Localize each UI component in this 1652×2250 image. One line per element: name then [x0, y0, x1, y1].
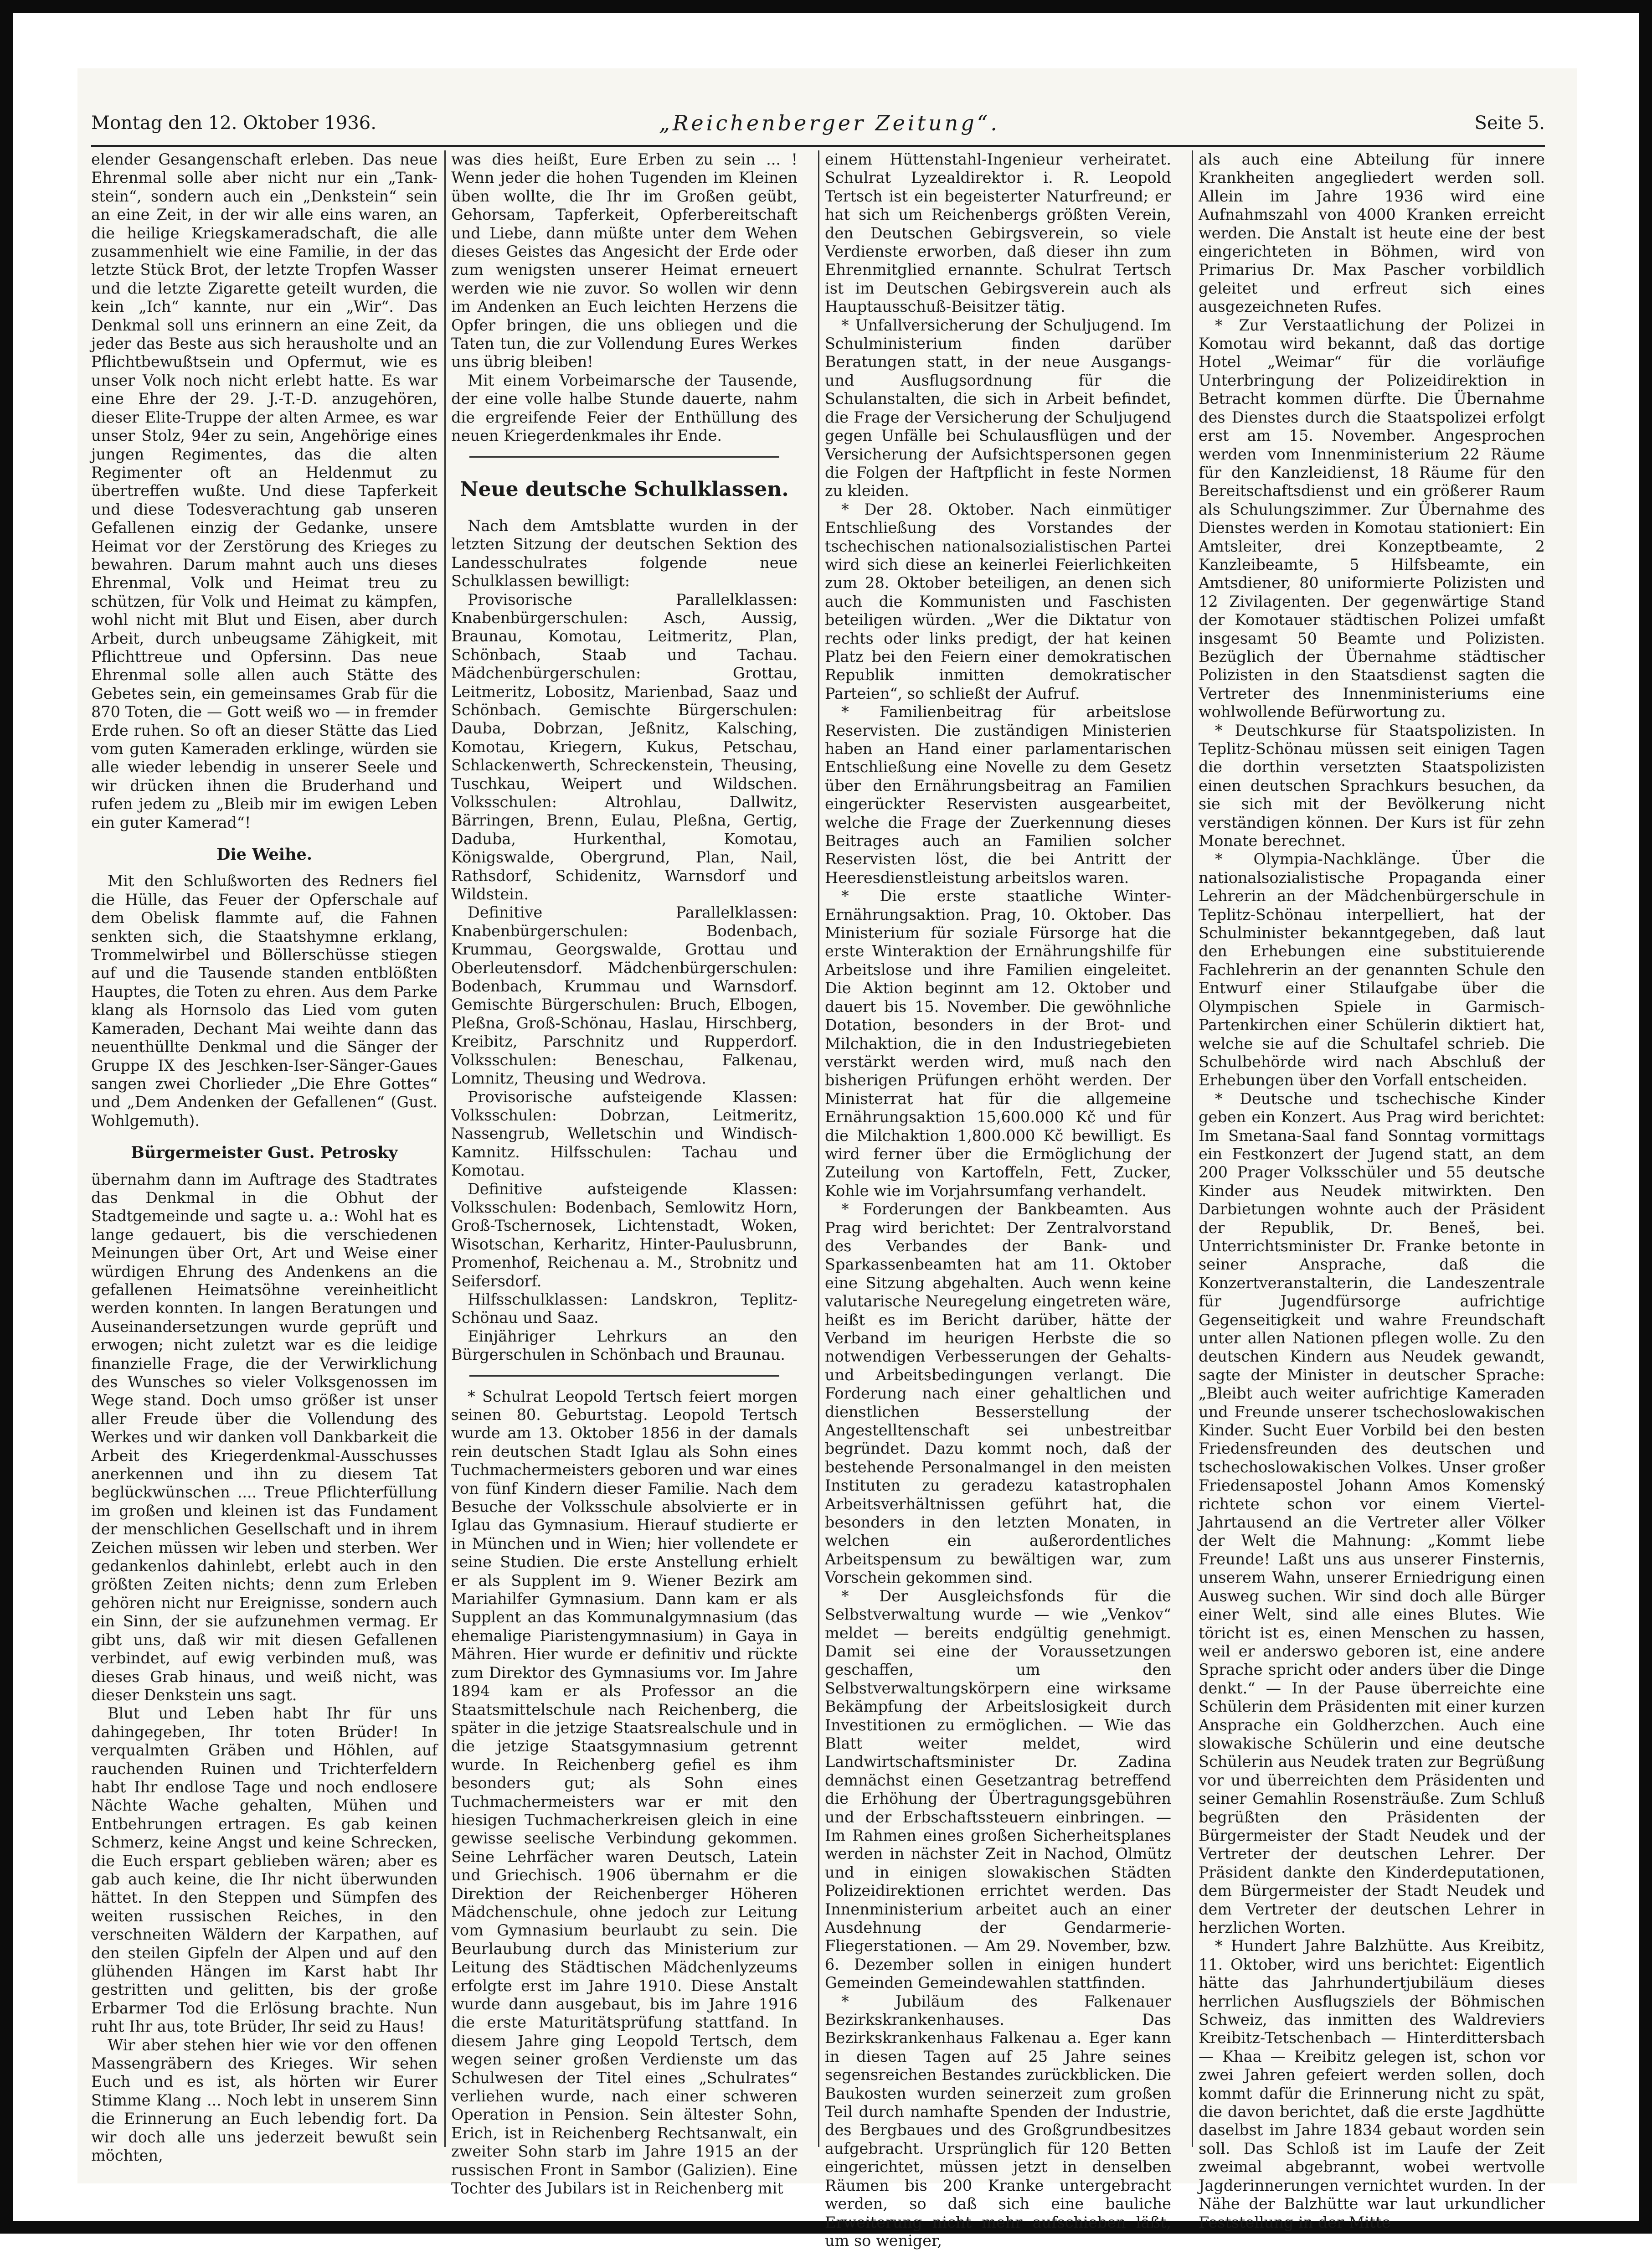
article-paragraph: Hilfsschulklassen: Landskron, Teplitz-Schönau und Saaz. [451, 1290, 798, 1327]
issue-date: Montag den 12. Oktober 1936. [91, 113, 376, 134]
column-4 [1199, 150, 1545, 2231]
news-item: * Unfallversicherung der Schuljugend. Im Schulministerium finden darüber Beratungen statt, in der neue Ausgangs- und Ausflugsordnung für die Schulanstalten, die sich in Arbeit befindet, die Frage der Versicherung der Schuljugend gegen Unfälle bei Schulausflügen und der Versicherung der Aufsichtspersonen gegen die Folgen der Haftpflicht in feste Normen zu kleiden. [825, 316, 1171, 500]
article-paragraph: was dies heißt, Eure Erben zu sein ... ! Wenn jeder die hohen Tugenden im Kleinen üben wollte, die Ihr im Großen geübt, Gehorsam, Tapferkeit, Opferbereitschaft und Liebe, dann müßte unter dem Wehen dieses Geistes das Angesicht der Erde oder zum wenigsten unserer Heimat erneuert werden wie nie zuvor. So wollen wir denn im Andenken an Euch leichten Herzens die Opfer bringen, die uns obliegen und die Taten tun, die zur Vollendung Eures Werkes uns übrig bleiben! [451, 150, 798, 371]
news-item: * Hundert Jahre Balzhütte. Aus Kreibitz, 11. Oktober, wird uns berichtet: Eigentlich hätte das Jahrhundertjubiläum dieses herrlichen Ausflugsziels der Böhmischen Schweiz, das inmitten des Waldreviers Kreibitz-Tetschenbach — Hinterdittersbach — Khaa — Kreibitz gelegen ist, schon vor zwei Jahren gefeiert werden sollen, doch kommt dafür die Erinnerung nicht zu spät, die davon berichtet, daß die erste Jagdhütte daselbst im Jahre 1834 gebaut worden sein soll. Das Schloß ist im Laufe der Zeit zweimal abgebrannt, wobei wertvolle Jagderinnerungen vernichtet wurden. In der Nähe der Balzhütte war laut urkundlicher Feststellung in der Mitte [1199, 1937, 1545, 2231]
article-paragraph: Definitive aufsteigende Klassen: Volksschulen: Bodenbach, Semlowitz Horn, Groß-Tschernosek, Lichtenstadt, Woken, Wisotschan, Kerharitz, Hinter-Paulusbrunn, Promenhof, Reichenau a. M., Strobnitz und Seifersdorf. [451, 1180, 798, 1290]
article-paragraph: Wir aber stehen hier wie vor den offenen Massengräbern des Krieges. Wir sehen Euch und es ist, als hörten wir Eurer Stimme Klang ... Noch lebt in unserem Sinn die Erinnerung an Euch lebendig fort. Da wir doch alle uns jederzeit bewußt sein möchten, [91, 2036, 437, 2165]
article-headline: Neue deutsche Schulklassen. [460, 477, 789, 501]
article-paragraph: Definitive Parallelklassen: Knabenbürgerschulen: Bodenbach, Krummau, Georgswalde, Grottau und Oberleutensdorf. Mädchenbürgerschulen: Bodenbach, Krummau und Warnsdorf. Gemischte Bürgerschulen: Bruch, Elbogen, Pleßna, Groß-Schönau, Haslau, Hirschberg, Kreibitz, Parschnitz und Rupperdorf. Volksschulen: Beneschau, Falkenau, Lomnitz, Theusing und Wedrova. [451, 903, 798, 1088]
masthead-rule [91, 145, 1545, 147]
newspaper-title: „Reichenberger Zeitung“. [659, 111, 1000, 135]
article-paragraph: Einjähriger Lehrkurs an den Bürgerschulen in Schönbach und Braunau. [451, 1327, 798, 1364]
section-heading: Die Weihe. [216, 845, 313, 864]
news-item: * Deutschkurse für Staatspolizisten. In Teplitz-Schönau müssen seit einigen Tagen die dorthin versetzten Staatspolizisten einen deutschen Sprachkurs besuchen, da sie sich mit der Bevölkerung nicht verständigen können. Der Kurs ist für zehn Monate berechnet. [1199, 721, 1545, 850]
news-item: * Der 28. Oktober. Nach einmütiger Entschließung des Vorstandes der tschechischen nationalsozialistischen Partei wird sich diese an keinerlei Feierlichkeiten zum 28. Oktober beteiligen, an denen sich auch die Kommunisten und Faschisten beteiligen würden. „Wer die Diktatur von rechts oder links predigt, der hat keinen Platz bei den Feiern einer demokratischen Republik inmitten demokratischer Parteien“, so schließt der Aufruf. [825, 500, 1171, 702]
news-item: * Der Ausgleichsfonds für die Selbstverwaltung wurde — wie „Venkov“ meldet — bereits endgültig genehmigt. Damit sei eine der Voraussetzungen geschaffen, um den Selbstverwaltungskörpern eine wirksame Bekämpfung der Arbeitslosigkeit durch Investitionen zu ermöglichen. — Wie das Blatt weiter meldet, wird Landwirtschaftsminister Dr. Zadina demnächst einen Gesetzantrag betreffend die Erhöhung der Übertragungsgebühren und der Erbschaftssteuern einbringen. — Im Rahmen eines großen Sicherheitsplanes werden in nächster Zeit in Nachod, Olmütz und in einigen slowakischen Städten Polizeidirektionen errichtet werden. Das Innenministerium arbeitet auch an einer Ausdehnung der Gendarmerie-Fliegerstationen. — Am 29. November, bzw. 6. Dezember sollen in einigen hundert Gemeinden Gemeindewahlen stattfinden. [825, 1587, 1171, 1992]
article-paragraph: Nach dem Amtsblatte wurden in der letzten Sitzung der deutschen Sektion des Landesschulrates folgende neue Schulklassen bewilligt: [451, 516, 798, 590]
column-3 [825, 150, 1171, 2250]
article-paragraph: Provisorische Parallelklassen: Knabenbürgerschulen: Asch, Aussig, Braunau, Komotau, Leitmeritz, Plan, Schönbach, Staab und Tachau. Mädchenbürgerschulen: Grottau, Leitmeritz, Lobositz, Marienbad, Saaz und Schönbach. Gemischte Bürgerschulen: Dauba, Dobrzan, Jeßnitz, Kalsching, Komotau, Kriegern, Kukus, Petschau, Schlackenwerth, Schreckenstein, Theusing, Tuschkau, Weipert und Wildschen. Volksschulen: Altrohlau, Dallwitz, Bärringen, Brenn, Eulau, Pleßna, Gertig, Daduba, Hurkenthal, Komotau, Königswalde, Obergrund, Plan, Nail, Rathsdorf, Schidenitz, Warnsdorf und Wildstein. [451, 590, 798, 903]
news-item: * Forderungen der Bankbeamten. Aus Prag wird berichtet: Der Zentralvorstand des Verbandes der Bank- und Sparkassenbeamten hat am 11. Oktober eine Sitzung abgehalten. Auch wenn keine valutarische Neuregelung eingetreten wäre, heißt es im Bericht darüber, hätte der Verband im heurigen Herbste die so notwendigen Verbesserungen der Gehalts- und Arbeitsbedingungen verlangt. Die Forderung nach einer gehaltlichen und dienstlichen Besserstellung der Angestelltenschaft sei unbestreitbar begründet. Dazu kommt noch, daß der bestehende Personalmangel in den meisten Instituten zu geradezu katastrophalen Arbeitsverhältnissen geführt hat, die besonders in den letzten Monaten, in welchen ein außerordentliches Arbeitspensum zu bewältigen war, zum Vorschein gekommen sind. [825, 1200, 1171, 1587]
column-divider [1192, 150, 1193, 2147]
section-heading: Bürgermeister Gust. Petrosky [131, 1143, 398, 1162]
article-paragraph: als auch eine Abteilung für innere Krankheiten angegliedert werden soll. Allein im Jahre 1936 wird eine Aufnahmszahl von 4000 Kranken erreicht werden. Die Anstalt ist heute eine der best eingerichteten in Böhmen, wird von Primarius Dr. Max Pascher vorbildlich geleitet und erfreut sich eines ausgezeichneten Rufes. [1199, 150, 1545, 316]
column-divider [818, 150, 819, 2147]
article-separator [469, 456, 779, 458]
article-paragraph: übernahm dann im Auftrage des Stadtrates das Denkmal in die Obhut der Stadtgemeinde und sagte u. a.: Wohl hat es lange gedauert, bis die verschiedenen Meinungen über Ort, Art und Weise einer würdigen Ehrung des Andenkens an die gefallenen Heimatsöhne vereinheitlicht werden konnten. In langen Beratungen und Auseinandersetzungen wurde geprüft und erwogen; nicht zuletzt war es die leidige finanzielle Frage, die der Verwirklichung des Wunsches so vieler Volksgenossen im Wege stand. Doch umso größer ist unser aller Freude über die Vollendung des Werkes und wir danken voll Dankbarkeit die Arbeit des Kriegerdenkmal-Ausschusses anerkennen und ihn zu diesem Tat beglückwünschen .... Treue Pflichterfüllung im großen und kleinen ist das Fundament der menschlichen Gesellschaft und in ihrem Zeichen müssen wir leben und sterben. Wer gedankenlos dahinlebt, erlebt auch in den größten Zeiten nichts; denn zum Erleben gehören nicht nur Ereignisse, sondern auch ein Sinn, der sie aufzunehmen vermag. Er gibt uns, daß wir mit diesen Gefallenen verbindet, auf ewig verbinden muß, was dieses Grab hinaus, und weiß nicht, was dieser Denkstein uns sagt. [91, 1170, 437, 1704]
news-item: * Familienbeitrag für arbeitslose Reservisten. Die zuständigen Ministerien haben an Hand einer parlamentarischen Entschließung eine Novelle zu dem Gesetz über den Ernährungsbeitrag an Familien eingerückter Reservisten ausgearbeitet, welche die Frage der Zuerkennung dieses Beitrages auch an Familien solcher Reservisten löst, die bei Antritt der Heeresdienstleistung arbeitslos waren. [825, 703, 1171, 887]
article-paragraph: Mit den Schlußworten des Redners fiel die Hülle, das Feuer der Opferschale auf dem Obelisk flammte auf, die Fahnen senkten sich, die Staatshymne erklang, Trommelwirbel und Böllerschüsse stiegen auf und die Tausende standen entblößten Hauptes, die Toten zu ehren. Aus dem Parke klang als Hornsolo das Lied vom guten Kameraden, Dechant Mai weihte dann das neuenthüllte Denkmal und die Sänger der Gruppe IX des Jeschken-Iser-Sänger-Gaues sangen zwei Chorlieder „Die Ehre Gottes“ und „Dem Andenken der Gefallenen“ (Gust. Wohlgemuth). [91, 872, 437, 1130]
page-number: Seite 5. [1474, 113, 1545, 134]
article-paragraph: elender Gesangenschaft erleben. Das neue Ehrenmal solle aber nicht nur ein „Tank-stein“, sondern auch ein „Denkstein“ sein an eine Zeit, in der wir alle eins waren, an die heilige Kriegskameradschaft, die alle zusammenhielt wie eine Familie, in der das letzte Stück Brot, der letzte Tropfen Wasser und die letzte Zigarette geteilt wurden, die kein „Ich“ kannte, nur ein „Wir“. Das Denkmal soll uns erinnern an eine Zeit, da jeder das Beste aus sich herausholte und an Pflichtbewußtsein und Opfermut, wie es unser Volk noch nicht erlebt hatte. Es war eine Ehre der 29. J.-T.-D. anzugehören, dieser Elite-Truppe der alten Armee, es war unser Stolz, 94er zu sein, Angehörige eines jungen Regimentes, das die alten Regimenter oft an Heldenmut zu übertreffen wußte. Und diese Tapferkeit und diese Todesverachtung gab unseren Gefallenen einzig der Gedanke, unsere Heimat vor der Zerstörung des Krieges zu bewahren. Darum mahnt auch uns dieses Ehrenmal, Volk und Heimat treu zu schützen, für Volk und Heimat zu kämpfen, wohl nicht mit Blut und Eisen, aber durch Arbeit, durch unbeugsame Zähigkeit, mit Pflichttreue und Opfersinn. Das neue Ehrenmal solle allen auch Stätte des Gebetes sein, ein gemeinsames Grab für die 870 Toten, die — Gott weiß wo — in fremder Erde ruhen. So oft an dieser Stätte das Lied vom guten Kameraden erklinge, würden sie alle wieder lebendig in unserer Seele und wir drücken ihnen die Bruderhand und rufen jedem zu „Bleib mir im ewigen Leben ein guter Kamerad“! [91, 150, 437, 831]
article-paragraph: * Schulrat Leopold Tertsch feiert morgen seinen 80. Geburtstag. Leopold Tertsch wurde am 13. Oktober 1856 in der damals rein deutschen Stadt Iglau als Sohn eines Tuchmachermeisters geboren und war eines von fünf Kindern dieser Familie. Nach dem Besuche der Volksschule absolvierte er in Iglau das Gymnasium. Hierauf studierte er in München und in Wien; hier vollendete er seine Studien. Die erste Anstellung erhielt er als Supplent im 9. Wiener Bezirk am Mariahilfer Gymnasium. Dann kam er als Supplent an das Kommunalgymnasium (das ehemalige Piaristengymnasium) in Gaya in Mähren. Hier wurde er definitiv und rückte zum Direktor des Gymnasiums vor. Im Jahre 1894 kam er als Professor an die Staatsmittelschule nach Reichenberg, die später in die jetzige Staatsrealschule und in die jetzige Staatsgymnasium getrennt wurde. In Reichenberg gefiel es ihm besonders gut; als Sohn eines Tuchmachermeisters war er mit den hiesigen Tuchmacherkreisen gleich in eine gewisse seelische Verbindung gekommen. Seine Lehrfächer waren Deutsch, Latein und Griechisch. 1906 übernahm er die Direktion der Reichenberger Höheren Mädchenschule, ohne jedoch zur Leitung vom Gymnasium beurlaubt zu sein. Die Beurlaubung durch das Ministerium zur Leitung des Städtischen Mädchenlyzeums erfolgte erst im Jahre 1910. Diese Anstalt wurde dann ausgebaut, bis im Jahre 1916 die erste Maturitätsprüfung stattfand. In diesem Jahre ging Leopold Tertsch, dem wegen seiner großen Verdienste um das Schulwesen der Titel eines „Schulrates“ verliehen wurde, nach einer schweren Operation in Pension. Sein ältester Sohn, Erich, ist in Reichenberg Rechtsanwalt, ein zweiter Sohn starb im Jahre 1915 an der russischen Front in Sambor (Galizien). Eine Tochter des Jubilars ist in Reichenberg mit [451, 1387, 798, 2198]
column-1 [91, 150, 437, 2165]
article-separator [469, 1375, 779, 1377]
article-paragraph: Mit einem Vorbeimarsche der Tausende, der eine volle halbe Stunde dauerte, nahm die ergreifende Feier der Enthüllung des neuen Kriegerdenkmales ihr Ende. [451, 371, 798, 445]
column-2 [451, 150, 798, 2198]
masthead [91, 107, 1545, 139]
article-paragraph: Blut und Leben habt Ihr für uns dahingegeben, Ihr toten Brüder! In verqualmten Gräben und Höhlen, auf rauchenden Ruinen und Trichterfeldern habt Ihr endlose Tage und noch endlosere Nächte Wache gehalten, Mühen und Entbehrungen ertragen. Es gab keinen Schmerz, keine Angst und keine Schrecken, die Euch erspart geblieben wären; aber es gab auch keine, die Ihr nicht überwunden hättet. In den Steppen und Sümpfen des weiten russischen Reiches, in den verschneiten Wäldern der Karpathen, auf den steilen Gipfeln der Alpen und auf den glühenden Hängen im Karst habt Ihr gestritten und gelitten, bis der große Erbarmer Tod die Erlösung brachte. Nun ruht Ihr aus, tote Brüder, Ihr seid zu Haus! [91, 1704, 437, 2036]
news-item: * Zur Verstaatlichung der Polizei in Komotau wird bekannt, daß das dortige Hotel „Weimar“ für die vorläufige Unterbringung der Polizeidirektion in Betracht kommen dürfte. Die Übernahme des Dienstes durch die Staatspolizei erfolgt erst am 15. November. Angesprochen werden vom Innenministerium 22 Räume für den Kanzleidienst, 18 Räume für den Bereitschaftsdienst und ein größerer Raum als Schulungszimmer. Zur Übernahme des Dienstes werden in Komotau stationiert: Ein Amtsleiter, drei Konzeptbeamte, 2 Kanzleibeamte, 5 Hilfsbeamte, ein Amtsdiener, 80 uniformierte Polizisten und 12 Zivilagenten. Der gegenwärtige Stand der Komotauer städtischen Polizei umfaßt insgesamt 50 Beamte und Polizisten. Bezüglich der Übernahme städtischer Polizisten in den Staatsdienst sagten die Vertreter des Innenministeriums eine wohlwollende Befürwortung zu. [1199, 316, 1545, 721]
article-paragraph: einem Hüttenstahl-Ingenieur verheiratet. Schulrat Lyzealdirektor i. R. Leopold Tertsch ist ein begeisterter Naturfreund; er hat sich um Reichenbergs größten Verein, den Deutschen Gebirgsverein, so viele Verdienste erworben, daß dieser ihn zum Ehrenmitglied ernannte. Schulrat Tertsch ist im Deutschen Gebirgsverein auch als Hauptausschuß-Beisitzer tätig. [825, 150, 1171, 316]
news-item: * Olympia-Nachklänge. Über die nationalsozialistische Propaganda einer Lehrerin an der Mädchenbürgerschule in Teplitz-Schönau interpelliert, hat der Schulminister bekanntgegeben, daß laut den Erhebungen eine substituierende Fachlehrerin an der genannten Schule den Entwurf einer Stilaufgabe über die Olympischen Spiele in Garmisch-Partenkirchen einer Schülerin diktiert hat, welche sie auf die Schultafel schrieb. Die Schulbehörde wird nach Abschluß der Erhebungen über den Vorfall entscheiden. [1199, 850, 1545, 1089]
news-item: * Die erste staatliche Winter-Ernährungsaktion. Prag, 10. Oktober. Das Ministerium für soziale Fürsorge hat die erste Winteraktion der Ernährungshilfe für Arbeitslose und ihre Familien eingeleitet. Die Aktion beginnt am 12. Oktober und dauert bis 15. November. Die gewöhnliche Dotation, besonders in der Brot- und Milchaktion, die in den Industriegebieten verstärkt werden wird, muß nach den bisherigen Prüfungen erhöht werden. Der Ministerrat hat für die allgemeine Ernährungsaktion 15,600.000 Kč und für die Milchaktion 1,800.000 Kč bewilligt. Es wird ferner über die Ermöglichung der Zuteilung von Kartoffeln, Fett, Zucker, Kohle wie im Vorjahrsumfang verhandelt. [825, 887, 1171, 1200]
news-item: * Deutsche und tschechische Kinder geben ein Konzert. Aus Prag wird berichtet: Im Smetana-Saal fand Sonntag vormittags ein Festkonzert der Jugend statt, an dem 200 Prager Volksschüler und 55 deutsche Kinder aus Neudek mitwirkten. Den Darbietungen wohnte auch der Präsident der Republik, Dr. Beneš, bei. Unterrichtsminister Dr. Franke betonte in seiner Ansprache, daß die Konzertveranstalterin, die Landeszentrale für Jugendfürsorge aufrichtige Gegenseitigkeit und wahre Freundschaft unter allen Nationen pflegen wolle. Zu den deutschen Kindern aus Neudek gewandt, sagte der Minister in deutscher Sprache: „Bleibt auch weiter aufrichtige Kameraden und Freunde unserer tschechoslowakischen Kinder. Sucht Euer Vorbild bei den besten Friedensfreunden des deutschen und tschechoslowakischen Volkes. Unser großer Friedensapostel Johann Amos Komenský richtete schon vor einem Viertel-Jahrtausend an die Vertreter aller Völker der Welt die Mahnung: „Kommt liebe Freunde! Laßt uns aus unserer Finsternis, unserem Wahn, unserer Erniedrigung einen Ausweg suchen. Wir sind doch alle Bürger einer Welt, sind alle eines Blutes. Wie töricht ist es, einen Menschen zu hassen, weil er anderswo geboren ist, eine andere Sprache spricht oder anders über die Dinge denkt.“ — In der Pause überreichte eine Schülerin dem Präsidenten mit einer kurzen Ansprache ein Goldherzchen. Auch eine slowakische Schülerin und eine deutsche Schülerin aus Neudek traten zur Begrüßung vor und überreichten dem Präsidenten und seiner Gemahlin Rosensträuße. Zum Schluß begrüßten den Präsidenten der Bürgermeister der Stadt Neudek und der Vertreter der deutschen Lehrer. Der Präsident dankte den Kinderdeputationen, dem Bürgermeister der Stadt Neudek und dem Vertreter der deutschen Lehrer in herzlichen Worten. [1199, 1089, 1545, 1936]
column-divider [444, 150, 446, 2147]
news-item: * Jubiläum des Falkenauer Bezirkskrankenhauses. Das Bezirkskrankenhaus Falkenau a. Eger kann in diesen Tagen auf 25 Jahre seines segensreichen Bestandes zurückblicken. Die Baukosten wurden seinerzeit zum großen Teil durch namhafte Spenden der Industrie, des Bergbaues und des Großgrundbesitzes aufgebracht. Ursprünglich für 120 Betten eingerichtet, müssen jetzt in denselben Räumen bis 200 Kranke untergebracht werden, so daß sich eine bauliche Erweiterung nicht mehr aufschieben läßt, um so weniger, [825, 1992, 1171, 2250]
article-paragraph: Provisorische aufsteigende Klassen: Volksschulen: Dobrzan, Leitmeritz, Nassengrub, Welletschin und Windisch-Kamnitz. Hilfsschulen: Tachau und Komotau. [451, 1088, 798, 1180]
